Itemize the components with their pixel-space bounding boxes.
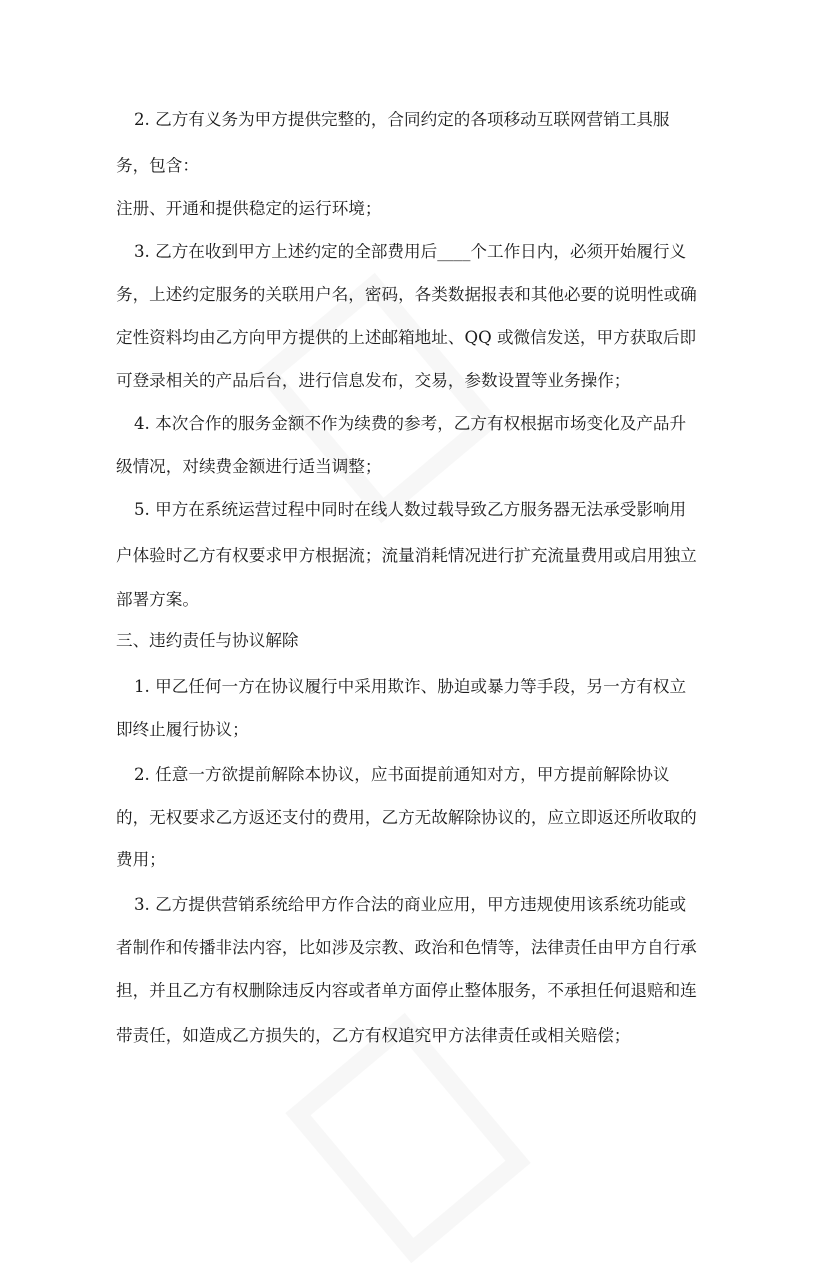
paragraph-line: 务，包含： (116, 156, 199, 175)
paragraph-line: 费用； (116, 850, 166, 869)
paragraph-line: 担，并且乙方有权删除违反内容或者单方面停止整体服务，不承担任何退赔和连 (116, 981, 697, 1000)
paragraph-line: 2. 任意一方欲提前解除本协议，应书面提前通知对方，甲方提前解除协议 (134, 765, 670, 784)
paragraph-line: 可登录相关的产品后台，进行信息发布，交易，参数设置等业务操作； (116, 371, 631, 390)
paragraph-line: 1. 甲乙任何一方在协议履行中采用欺诈、胁迫或暴力等手段，另一方有权立 (134, 677, 687, 696)
paragraph-line: 5. 甲方在系统运营过程中同时在线人数过载导致乙方服务器无法承受影响用 (134, 500, 687, 519)
watermark (255, 273, 500, 523)
watermark (285, 1013, 530, 1263)
paragraph-line: 户体验时乙方有权要求甲方根据流；流量消耗情况进行扩充流量费用或启用独立 (116, 546, 697, 565)
paragraph-line: 部署方案。 (116, 590, 199, 609)
paragraph-line: 4. 本次合作的服务金额不作为续费的参考，乙方有权根据市场变化及产品升 (134, 414, 687, 433)
paragraph-line: 级情况，对续费金额进行适当调整； (116, 457, 382, 476)
paragraph-line: 即终止履行协议； (116, 720, 249, 739)
paragraph-line: 3. 乙方在收到甲方上述约定的全部费用后____个工作日内，必须开始履行义 (134, 242, 687, 261)
section-heading: 三、违约责任与协议解除 (116, 631, 299, 650)
paragraph-line: 务，上述约定服务的关联用户名，密码，各类数据报表和其他必要的说明性或确 (116, 285, 697, 304)
paragraph-line: 3. 乙方提供营销系统给甲方作合法的商业应用，甲方违规使用该系统功能或 (134, 895, 687, 914)
paragraph-line: 定性资料均由乙方向甲方提供的上述邮箱地址、QQ 或微信发送，甲方获取后即 (116, 328, 697, 347)
paragraph-line: 2. 乙方有义务为甲方提供完整的，合同约定的各项移动互联网营销工具服 (134, 110, 670, 129)
paragraph-line: 注册、开通和提供稳定的运行环境； (116, 199, 382, 218)
paragraph-line: 的，无权要求乙方返还支付的费用，乙方无故解除协议的，应立即返还所收取的 (116, 808, 697, 827)
paragraph-line: 带责任，如造成乙方损失的，乙方有权追究甲方法律责任或相关赔偿； (116, 1026, 631, 1045)
paragraph-line: 者制作和传播非法内容，比如涉及宗教、政治和色情等，法律责任由甲方自行承 (116, 938, 697, 957)
